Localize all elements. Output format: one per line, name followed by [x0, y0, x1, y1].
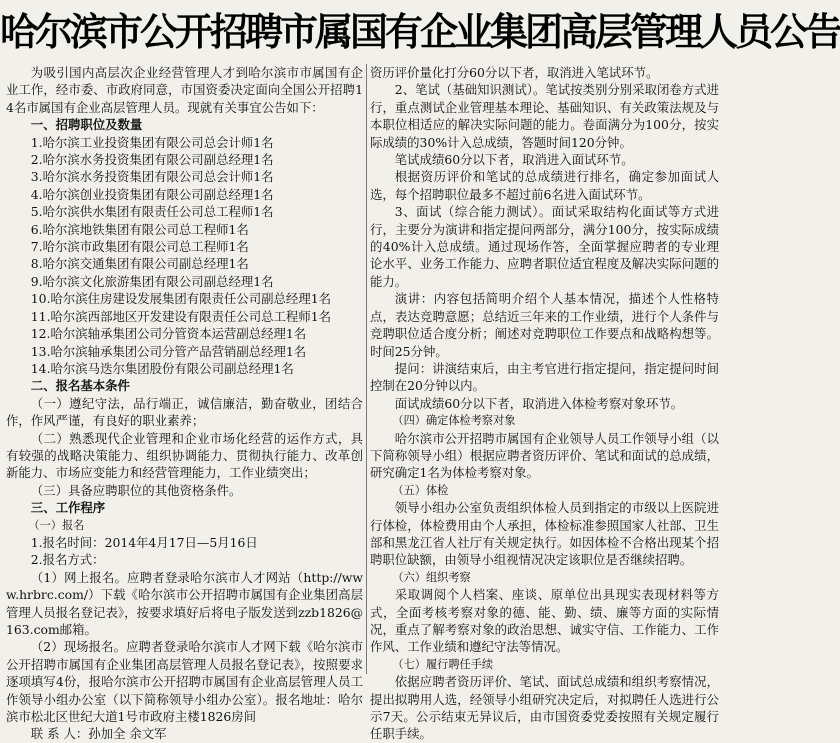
section-heading: 二、报名基本条件 [30, 378, 130, 394]
paragraph: 提问：讲演结束后，由主考官进行指定提问，指定提问时间控制在20分钟以内。 [370, 360, 719, 394]
paragraph: 联 系 人：孙加全 余文军 [30, 726, 167, 742]
paragraph: 12.哈尔滨轴承集团公司分管资本运营副总经理1名 [30, 326, 307, 342]
paragraph: 7.哈尔滨市政集团有限公司总工程师1名 [30, 239, 249, 255]
paragraph: 5.哈尔滨供水集团有限责任公司总工程师1名 [30, 204, 274, 220]
page-title: 哈尔滨市公开招聘市属国有企业集团高层管理人员公告 [0, 10, 840, 54]
paragraph: （三）具备应聘职位的其他资格条件。 [30, 482, 242, 498]
paragraph: （一）遵纪守法，品行端正，诚信廉洁，勤奋敬业，团结合作，作风严谨，有良好的职业素养； [6, 395, 363, 429]
paragraph: 9.哈尔滨文化旅游集团有限公司副总经理1名 [30, 273, 274, 289]
paragraph: 2、笔试（基础知识测试）。笔试按类别分别采取闭卷方式进行，重点测试企业管理基本理论、基础知识、有关政策法规及与本职位相适应的解决实际问题的能力。卷面满分为100分，按实际成绩的30%计入总成绩，答题时间120分钟。 [370, 82, 719, 150]
paragraph: 10.哈尔滨住房建设发展集团有限责任公司副总经理1名 [30, 291, 331, 307]
paragraph: 8.哈尔滨交通集团有限公司副总经理1名 [30, 256, 249, 272]
paragraph: 2.哈尔滨水务投资集团有限公司副总经理1名 [30, 152, 274, 168]
section-heading: 三、工作程序 [30, 500, 106, 516]
paragraph: 演讲：内容包括简明介绍个人基本情况，描述个人性格特点，表达竞聘意愿；总结近三年来的工作业绩，进行个人条件与竞聘职位适合度分析；阐述对竞聘职位工作要点和战略构想等。时间25分钟。 [370, 291, 719, 359]
paragraph: 哈尔滨市公开招聘市属国有企业领导人员工作领导小组（以下简称领导小组）根据应聘者资历评价、笔试和面试的总成绩，研究确定1名为体检考察对象。 [370, 430, 719, 481]
paragraph: 1.哈尔滨工业投资集团有限公司总会计师1名 [30, 134, 274, 150]
paragraph: （六）组织考察 [392, 570, 471, 584]
column-divider [366, 64, 367, 674]
paragraph: 14.哈尔滨马迭尔集团股份有限公司副总经理1名 [30, 360, 294, 376]
paragraph: 领导小组办公室负责组织体检人员到指定的市级以上医院进行体检，体检费用由个人承担，体检标准参照国家人社部、卫生部和黑龙江省人社厅有关规定执行。如因体检不合格出现某个招聘职位缺额，由领导小组视情况决定该职位是否继续招聘。 [370, 500, 719, 568]
paragraph: （七）履行聘任手续 [392, 657, 494, 671]
paragraph: （1）网上报名。应聘者登录哈尔滨市人才网站（http://www.hrbrc.com/）下载《哈尔滨市公开招聘市属国有企业集团高层管理人员报名登记表》，按要求填好后将电子版发送到zzb1826@163.com邮箱。 [6, 569, 363, 637]
paragraph: 4.哈尔滨创业投资集团有限公司副总经理1名 [30, 186, 274, 202]
paragraph: 1.报名时间：2014年4月17日—5月16日 [30, 534, 258, 550]
paragraph: 根据资历评价和笔试的总成绩进行排名，确定参加面试人选，每个招聘职位最多不超过前6名进入面试环节。 [370, 169, 719, 202]
paragraph: 笔试成绩60分以下者，取消进入面试环节。 [394, 152, 634, 168]
paragraph: 11.哈尔滨西部地区开发建设有限责任公司总工程师1名 [30, 308, 331, 324]
paragraph: 3.哈尔滨水务投资集团有限公司总会计师1名 [30, 169, 274, 185]
left-column [6, 64, 363, 742]
paragraph: （一）报名 [28, 518, 85, 532]
paragraph: 13.哈尔滨轴承集团公司分管产品营销副总经理1名 [30, 343, 307, 359]
paragraph: 2.报名方式： [30, 552, 105, 568]
right-column [370, 64, 719, 742]
paragraph: 依据应聘者资历评价、笔试、面试总成绩和组织考察情况，提出拟聘用人选，经领导小组研究决定后，对拟聘任人选进行公示7天。公示结束无异议后，由市国资委党委按照有关规定履行任职手续。 [370, 674, 719, 742]
paragraph: 资历评价量化打分60分以下者，取消进入笔试环节。 [370, 65, 659, 80]
section-heading: 一、招聘职位及数量 [30, 117, 143, 133]
paragraph: 6.哈尔滨地铁集团有限公司总工程师1名 [30, 221, 249, 237]
paragraph: 为吸引国内高层次企业经营管理人才到哈尔滨市市属国有企业工作，经市委、市政府同意，市国资委决定面向全国公开招聘14名市属国有企业高层管理人员。现就有关事宜公告如下： [6, 65, 363, 115]
paragraph: 3、面试（综合能力测试）。面试采取结构化面试等方式进行，主要分为演讲和指定提问两部分，满分100分，按实际成绩的40%计入总成绩。通过现场作答，全面掌握应聘者的专业理论水平、业务工作能力、应聘者职位适宜程度及解决实际问题的能力。 [370, 204, 719, 289]
paragraph: （四）确定体检考察对象 [392, 414, 516, 428]
paragraph: （2）现场报名。应聘者登录哈尔滨市人才网下载《哈尔滨市公开招聘市属国有企业集团高层管理人员报名登记表》，按照要求逐项填写4份，报哈尔滨市公开招聘市属国有企业高层管理人员工作领导小组办公室（以下简称领导小组办公室）。报名地址：哈尔滨市松北区世纪大道1号市政府主楼1826房间 [6, 639, 363, 725]
paragraph: （五）体检 [392, 483, 449, 497]
paragraph: 面试成绩60分以下者，取消进入体检考察对象环节。 [394, 395, 684, 411]
paragraph: 采取调阅个人档案、座谈、原单位出具现实表现材料等方式，全面考核考察对象的德、能、勤、绩、廉等方面的实际情况，重点了解考察对象的政治思想、诚实守信、工作能力、工作作风、工作业绩和遵纪守法等情况。 [370, 587, 719, 655]
paragraph: （二）熟悉现代企业管理和企业市场化经营的运作方式，具有较强的战略决策能力、组织协调能力、贯彻执行能力、改革创新能力、市场应变能力和经营管理能力，工作业绩突出； [6, 430, 363, 481]
